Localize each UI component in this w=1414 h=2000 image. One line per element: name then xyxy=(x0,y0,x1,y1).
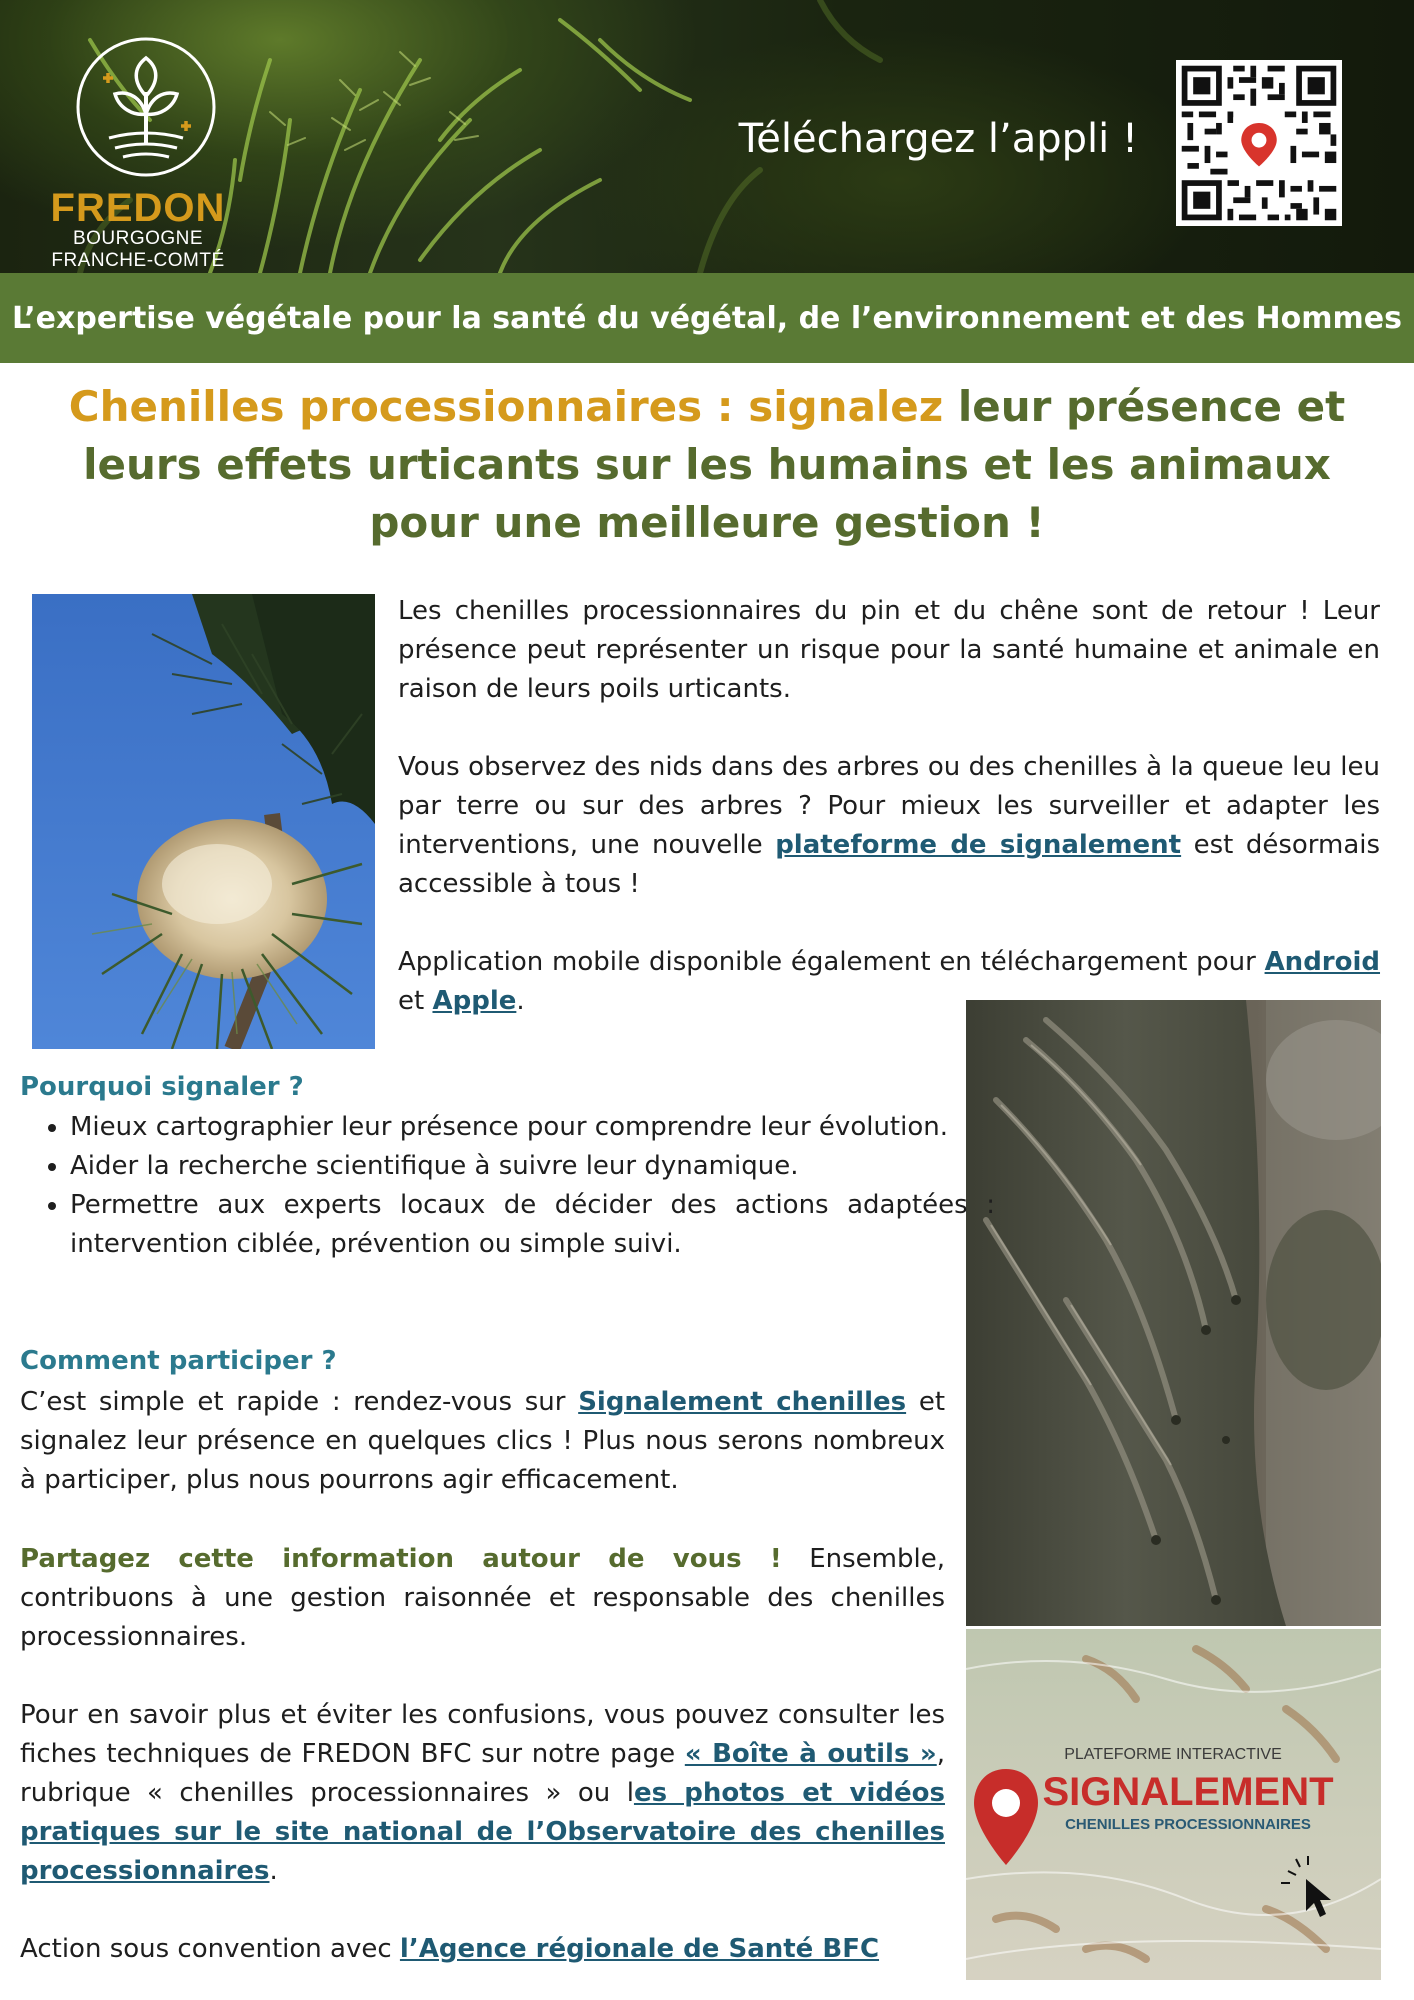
how-text-a: C’est simple et rapide : rendez-vous sur xyxy=(20,1387,566,1417)
title-rest: leur présence et leurs effets urticants sur les humains et les animaux pour une meilleure gestion ! xyxy=(83,382,1346,547)
more-paragraph xyxy=(20,1696,945,1891)
observatoire-link[interactable]: es photos et vidéos pratiques sur le site national de l’Observatoire des chenilles processionnaires xyxy=(20,1778,945,1886)
intro-p2-text-a: Vous observez des nids dans des arbres ou des chenilles à la queue leu leu par terre ou sur des arbres ? Pour mieux les surveiller et adapter les interventions, une nouvelle xyxy=(398,752,1380,860)
qr-code-icon xyxy=(1176,60,1342,226)
ars-bfc-link[interactable]: l’Agence régionale de Santé BFC xyxy=(399,1934,880,1964)
logo-region-line1: BOURGOGNE xyxy=(72,228,204,249)
app-qr-code[interactable] xyxy=(1176,60,1342,226)
more-text-a: Pour en savoir plus et éviter les confusions, vous pouvez consulter les fiches techniques de FREDON BFC sur notre page xyxy=(20,1700,945,1769)
intro-p3-end: . xyxy=(516,986,525,1016)
signalement-chenilles-link[interactable]: Signalement chenilles xyxy=(578,1387,907,1417)
badge-line1: PLATEFORME INTERACTIVE xyxy=(1064,1746,1282,1763)
tagline-text: L’expertise végétale pour la santé du végétal, de l’environnement et des Hommes xyxy=(12,300,1402,336)
badge-line2: SIGNALEMENT xyxy=(1042,1770,1334,1814)
page-title xyxy=(60,378,1354,552)
why-item: • Aider la recherche scientifique à suivre leur dynamique. xyxy=(70,1147,995,1186)
intro-p2-text-b: est désormais accessible à tous ! xyxy=(398,830,1381,899)
header-banner xyxy=(0,0,1414,273)
how-text-b: et signalez leur présence en quelques clics ! Plus nous serons nombreux à participer, plus nous pourrons agir efficacement. xyxy=(20,1387,946,1495)
signalement-platform-badge[interactable] xyxy=(966,1629,1381,1980)
how-heading: Comment participer ? xyxy=(20,1346,337,1376)
intro-paragraph-1: Les chenilles processionnaires du pin et du chêne sont de retour ! Leur présence peut représenter un risque pour la santé humaine et animale en raison de leurs poils urticants. xyxy=(398,596,1380,704)
how-paragraph xyxy=(20,1383,945,1500)
title-accent: Chenilles processionnaires : signalez xyxy=(68,382,944,431)
logo-region-line2: FRANCHE-COMTÉ xyxy=(51,250,225,271)
share-bold: Partagez cette information autour de vous ! xyxy=(20,1544,782,1574)
footer-convention xyxy=(20,1930,945,1969)
intro-paragraph-2 xyxy=(398,748,1380,904)
more-text-c: . xyxy=(269,1856,278,1886)
why-heading: Pourquoi signaler ? xyxy=(20,1072,304,1102)
why-item: • Mieux cartographier leur présence pour comprendre leur évolution. xyxy=(70,1108,995,1147)
badge-line3: CHENILLES PROCESSIONNAIRES xyxy=(1065,1816,1311,1833)
pine-nest-photo xyxy=(32,594,375,1049)
why-list xyxy=(20,1108,995,1264)
sprout-logo-icon xyxy=(73,34,219,180)
download-app-text: Téléchargez l’appli ! xyxy=(738,116,1138,162)
boite-a-outils-link[interactable]: « Boîte à outils » xyxy=(684,1739,937,1769)
tagline-bar xyxy=(0,273,1414,363)
android-link[interactable]: Android xyxy=(1264,947,1381,977)
apple-link[interactable]: Apple xyxy=(432,986,517,1016)
platform-link[interactable]: plateforme de signalement xyxy=(775,830,1182,860)
intro-p3-and: et xyxy=(398,986,425,1016)
share-text: Ensemble, contribuons à une gestion raisonnée et responsable des chenilles processionnaires. xyxy=(20,1544,945,1652)
share-paragraph xyxy=(20,1540,945,1657)
fredon-logo xyxy=(18,14,258,271)
why-item: • Permettre aux experts locaux de décider des actions adaptées : intervention ciblée, prévention ou simple suivi. xyxy=(70,1186,995,1264)
caterpillars-trunk-photo xyxy=(966,1000,1381,1626)
logo-name: FREDON xyxy=(50,186,226,230)
more-text-b: , rubrique « chenilles processionnaires » ou l xyxy=(20,1739,945,1808)
footer-text: Action sous convention avec xyxy=(20,1934,392,1964)
intro-p3-text: Application mobile disponible également en téléchargement pour xyxy=(398,947,1256,977)
